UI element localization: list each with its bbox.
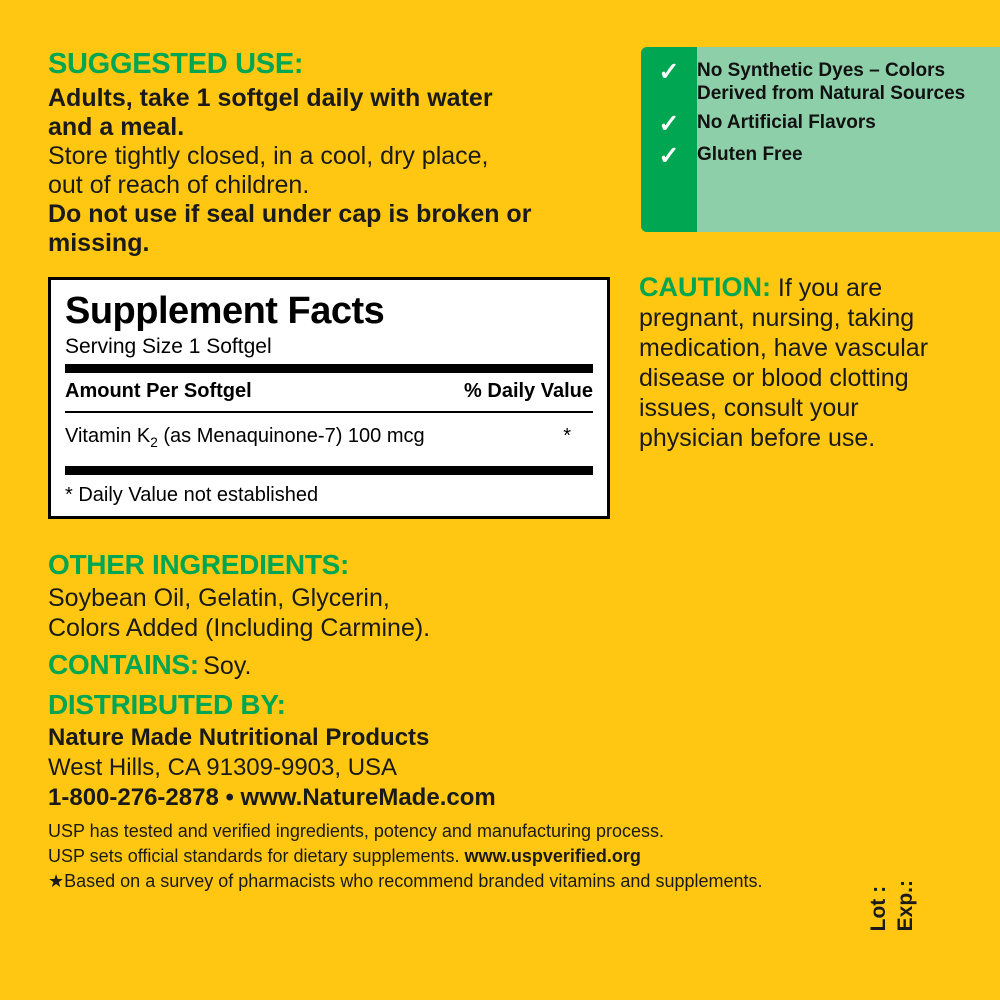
contains-heading: CONTAINS: [48,649,199,680]
caution-heading: CAUTION: [639,272,771,302]
lot-label: Lot : [867,885,890,932]
supplement-facts-panel [48,277,610,519]
suggested-use-line: out of reach of children. [48,171,310,199]
ingredients-and-distributor-section [48,545,788,894]
distributed-by-heading: DISTRIBUTED BY: [48,689,286,720]
distributor-address: West Hills, CA 91309-9903, USA [48,754,398,781]
claim-label: Gluten Free [697,144,803,165]
supplement-facts-title: Supplement Facts [65,290,385,332]
claim-label: No Synthetic Dyes – Colors Derived from Natural Sources [697,60,966,104]
distributor-contact[interactable]: 1-800-276-2878 • www.NatureMade.com [48,784,496,811]
distributor-company: Nature Made Nutritional Products [48,724,430,751]
pharmacist-survey-note: ★Based on a survey of pharmacists who recommend branded vitamins and supplements. [48,871,763,891]
list-item [641,111,1000,137]
suggested-use-line: Adults, take 1 softgel daily with water [48,84,493,112]
suggested-use-section [48,48,628,258]
claims-badge-panel [641,47,1000,232]
other-ingredients-line: Colors Added (Including Carmine). [48,614,431,642]
divider-thin [65,411,593,413]
claims-list [641,59,1000,175]
nutrient-name: Vitamin $K_2$ (as Menaquinone-7) 100 mcg [65,425,425,450]
supplement-facts-header-row [65,376,593,408]
exp-label: Exp.: [894,880,917,932]
daily-value-label: % Daily Value [464,380,593,402]
list-item [641,59,1000,105]
other-ingredients-line: Soybean Oil, Gelatin, Glycerin, [48,584,390,612]
nutrient-subscript: 2 [150,435,158,450]
serving-size: Serving Size 1 Softgel [65,335,272,358]
suggested-use-line: Store tightly closed, in a cool, dry place, [48,142,489,170]
check-icon: ✓ [658,142,680,170]
caution-text [639,274,928,452]
divider-thick [65,466,593,475]
check-icon: ✓ [658,58,680,86]
suggested-use-heading: SUGGESTED USE: [48,48,304,80]
contains-value: Soy. [203,652,252,680]
usp-line-2-text: USP sets official standards for dietary supplements. [48,846,465,866]
daily-value-footnote: * Daily Value not established [65,484,319,506]
caution-section [639,272,969,453]
amount-per-serving-label: Amount Per Softgel [65,380,252,402]
usp-line-2 [48,844,788,869]
contains-row [48,647,788,683]
usp-verified-link[interactable]: www.uspverified.org [464,846,641,866]
suggested-use-line: and a meal. [48,113,185,141]
list-item [641,143,1000,169]
check-icon: ✓ [658,110,680,138]
suggested-use-line: Do not use if seal under cap is broken or missing. [48,200,532,257]
usp-line-1: USP has tested and verified ingredients, potency and manufacturing process. [48,821,665,841]
lot-exp-block [866,880,920,931]
caution-body: If you are pregnant, nursing, taking medication, have vascular disease or blood clotting issues, consult your physician before use. [639,274,929,452]
nutrient-daily-value: * [563,425,571,447]
claim-label: No Artificial Flavors [697,112,876,133]
other-ingredients-heading: OTHER INGREDIENTS: [48,549,350,580]
table-row [65,416,593,464]
divider-thick [65,364,593,373]
